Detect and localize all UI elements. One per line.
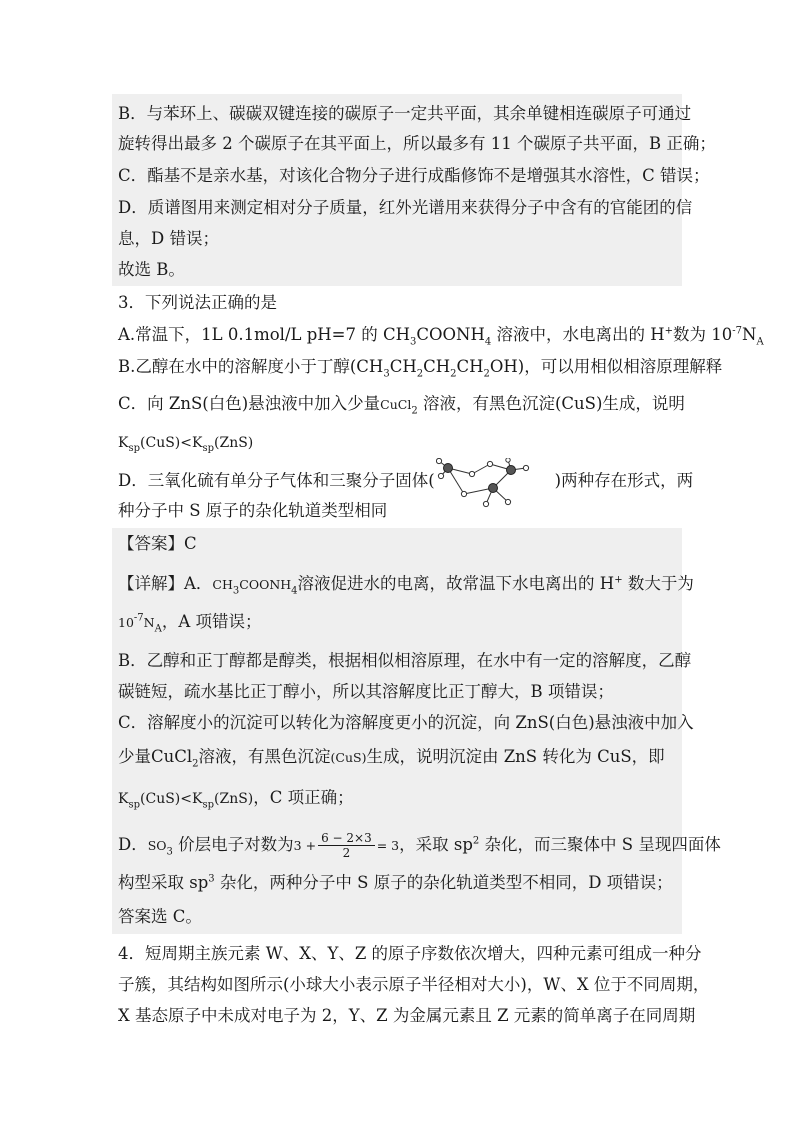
- question3-stem: 3．下列说法正确的是: [118, 293, 277, 312]
- valence-pair-fraction: $\frac{6 - 2\times 3}{2}$: [318, 831, 375, 860]
- solution3-detail-d-line1: D．$SO_3$ 价层电子对数为3 + $\frac{6 - 2\times 3}{2}$ = 3，采取 $sp^2$ 杂化，而三聚体中 S 呈现四面体: [118, 831, 721, 860]
- question3-option-d-line2: 种分子中 S 原子的杂化轨道类型相同: [118, 501, 388, 520]
- question4-line2: 子簇，其结构如图所示(小球大小表示原子半径相对大小)，W、X 位于不同周期，: [118, 975, 710, 994]
- question3-option-c-formula: $K_{sp}(CuS)<K_{sp}(ZnS)$: [118, 435, 254, 454]
- prev-answer-conclusion: 故选 B。: [118, 260, 185, 279]
- question3-option-a: A.常温下，1L 0.1mol/L pH=7 的 $CH_3COONH_4$ 溶液中，水电离出的 H+数为 $10^{-7}N_A$: [118, 325, 764, 348]
- solution3-answer: 【答案】C: [118, 534, 197, 553]
- solution3-conclusion: 答案选 C。: [118, 907, 202, 926]
- prev-answer-b-line1: B．与苯环上、碳碳双键连接的碳原子一定共平面，其余单键相连碳原子可通过: [118, 104, 692, 123]
- so3-trimer-molecule-diagram: [436, 458, 546, 510]
- question3-option-d-line1: D．三氧化硫有单分子气体和三聚分子固体( )两种存在形式，两: [118, 471, 694, 490]
- question4-line1: 4．短周期主族元素 W、X、Y、Z 的原子序数依次增大，四种元素可组成一种分: [118, 944, 702, 963]
- solution3-detail-c-line1: C．溶解度小的沉淀可以转化为溶解度更小的沉淀，向 ZnS(白色)悬浊液中加入: [118, 713, 694, 732]
- solution3-detail-c-line2: 少量CuCl$_2$溶液，有黑色沉淀(CuS)生成，说明沉淀由 ZnS 转化为 CuS，即: [118, 747, 665, 770]
- question4-line3: X 基态原子中未成对电子为 2，Y、Z 为金属元素且 Z 元素的简单离子在同周期: [118, 1006, 696, 1025]
- solution3-detail-c-line3: $K_{sp}(CuS)<K_{sp}(ZnS)$，C 项正确；: [118, 788, 354, 811]
- prev-answer-b-line2: 旋转得出最多 2 个碳原子在其平面上，所以最多有 11 个碳原子共平面，B 正确；: [118, 134, 716, 153]
- solution3-detail-b-line2: 碳链短，疏水基比正丁醇小，所以其溶解度比正丁醇大，B 项错误；: [118, 682, 614, 701]
- prev-answer-d-line2: 息，D 错误；: [118, 229, 219, 248]
- solution3-detail-b-line1: B．乙醇和正丁醇都是醇类，根据相似相溶原理，在水中有一定的溶解度，乙醇: [118, 651, 692, 670]
- solution3-detail-d-line2: 构型采取 $sp^3$ 杂化，两种分子中 S 原子的杂化轨道类型不相同，D 项错误；: [118, 873, 673, 892]
- question3-option-b: B.乙醇在水中的溶解度小于丁醇$(CH_3CH_2CH_2CH_2OH)$，可以用相似相溶原理解释: [118, 357, 723, 380]
- solution3-detail-a-line2: $10^{-7}N_A$，A 项错误；: [118, 612, 262, 635]
- prev-answer-c-line: C．酯基不是亲水基，对该化合物分子进行成酯修饰不是增强其水溶性，C 错误；: [118, 166, 710, 185]
- question3-option-c: C．向 ZnS(白色)悬浊液中加入少量CuCl$_2$ 溶液，有黑色沉淀(CuS)生成，说明: [118, 394, 685, 417]
- prev-answer-d-line1: D．质谱图用来测定相对分子质量，红外光谱用来获得分子中含有的官能团的信: [118, 198, 693, 217]
- solution3-detail-a-line1: 【详解】A．$CH_3COONH_4$溶液促进水的电离，故常温下水电离出的 H+ 数大于为: [118, 574, 694, 597]
